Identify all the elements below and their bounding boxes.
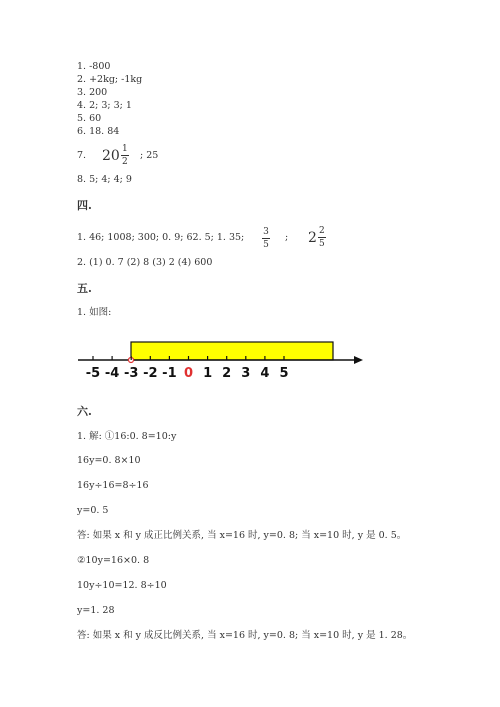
fraction-numerator: 2 xyxy=(319,226,325,236)
separator: ; xyxy=(285,232,289,243)
section-6-heading: 六. xyxy=(77,405,92,418)
fraction-denominator: 2 xyxy=(121,157,128,167)
section-5-heading: 五. xyxy=(77,282,92,295)
answer-line-8: 8. 5; 4; 4; 9 xyxy=(77,174,132,185)
fraction-numerator: 1 xyxy=(121,144,128,154)
fraction-bar xyxy=(318,237,326,238)
tick-label: -2 xyxy=(143,366,158,381)
answer-line-1: 1. -800 xyxy=(77,61,111,72)
mixed-whole: 20 xyxy=(102,147,120,164)
answer-line-7-number: 7. xyxy=(77,150,87,161)
tick-label: 0 xyxy=(183,366,194,381)
answer-line-2: 2. +2kg; -1kg xyxy=(77,74,143,85)
section-4-line-1: 1. 46; 1008; 300; 0. 9; 62. 5; 1. 35; xyxy=(77,232,245,243)
section-6-line-4: y=0. 5 xyxy=(77,505,109,516)
tick-label: -5 xyxy=(85,366,101,381)
tick-label: -1 xyxy=(162,366,177,381)
fraction xyxy=(318,226,326,249)
number-line-figure xyxy=(0,334,500,394)
axis-arrow-icon xyxy=(354,356,363,364)
section-6-line-6: ②10y=16×0. 8 xyxy=(77,555,150,566)
section-5-line-1: 1. 如图: xyxy=(77,307,112,318)
tick-label: 4 xyxy=(260,366,270,381)
section-6-line-7: 10y÷10=12. 8÷10 xyxy=(77,580,167,591)
section-6-line-8: y=1. 28 xyxy=(77,605,115,616)
section-6-line-9: 答: 如果 x 和 y 成反比例关系, 当 x=16 时, y=0. 8; 当 x=10 时, y 是 1. 28。 xyxy=(77,630,413,641)
fraction-bar xyxy=(121,155,129,156)
highlighted-range xyxy=(131,342,333,360)
fraction-denominator: 5 xyxy=(263,240,269,250)
tick-label: 1 xyxy=(203,366,213,381)
fraction-bar xyxy=(262,238,270,239)
answer-line-3: 3. 200 xyxy=(77,87,108,98)
section-6-line-2: 16y=0. 8×10 xyxy=(77,455,141,466)
answer-line-4: 4. 2; 3; 3; 1 xyxy=(77,100,132,111)
tick-label: 2 xyxy=(222,366,232,381)
section-4-line-2: 2. (1) 0. 7 (2) 8 (3) 2 (4) 600 xyxy=(77,257,213,268)
answer-line-5: 5. 60 xyxy=(77,113,102,124)
mixed-number-20-1-2 xyxy=(102,144,129,167)
answer-line-6: 6. 18. 84 xyxy=(77,126,120,137)
tick-label: 3 xyxy=(241,366,251,381)
fraction-3-5 xyxy=(262,227,270,250)
section-4-heading: 四. xyxy=(77,199,92,212)
fraction-numerator: 3 xyxy=(263,227,269,237)
tick-label: 5 xyxy=(279,366,289,381)
mixed-whole: 2 xyxy=(308,229,317,246)
section-6-line-5: 答: 如果 x 和 y 成正比例关系, 当 x=16 时, y=0. 8; 当 x=10 时, y 是 0. 5。 xyxy=(77,530,407,541)
tick-label: -4 xyxy=(104,366,120,381)
mixed-number-2-2-5 xyxy=(308,226,326,249)
answer-line-7-tail: ; 25 xyxy=(140,150,159,161)
section-6-line-3: 16y÷16=8÷16 xyxy=(77,480,149,491)
tick-label: -3 xyxy=(123,366,139,381)
section-6-line-1: 1. 解: ①16:0. 8=10:y xyxy=(77,431,177,442)
fraction xyxy=(121,144,129,167)
fraction-denominator: 5 xyxy=(319,239,325,249)
